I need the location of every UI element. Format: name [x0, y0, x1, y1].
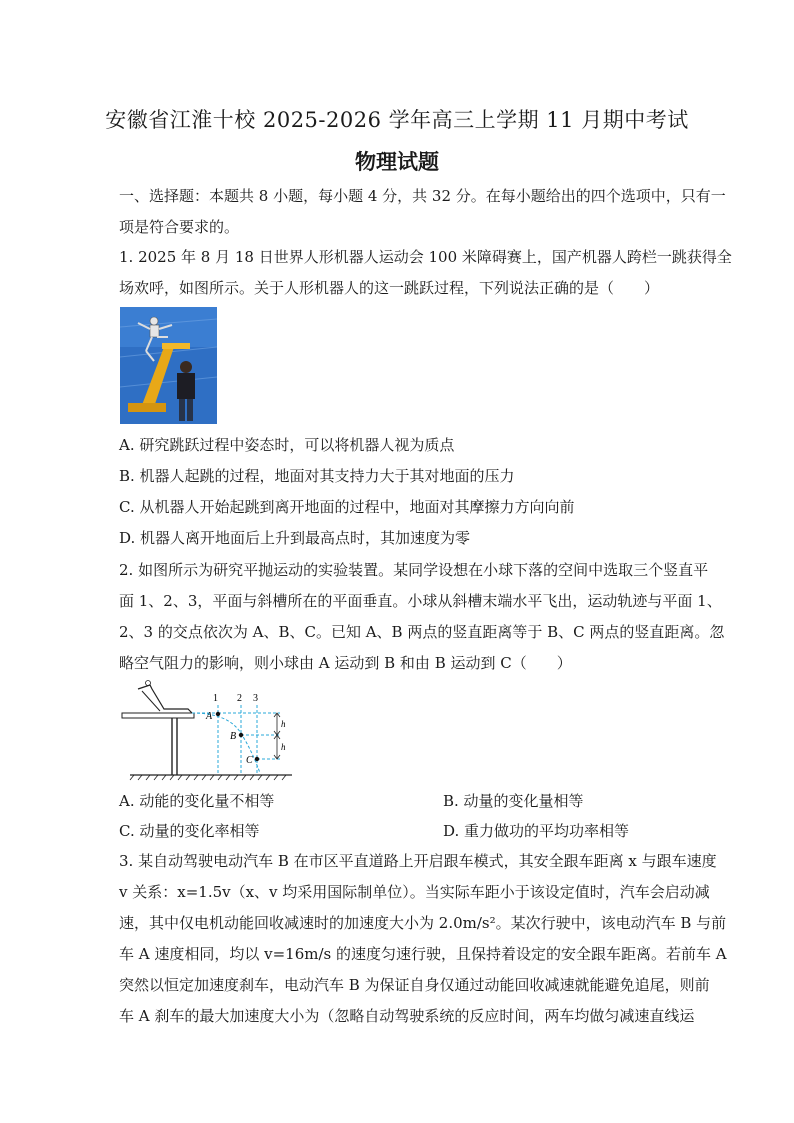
q3-stem-line5: 突然以恒定加速度刹车，电动汽车 B 为保证自身仅通过动能回收减速就能避免追尾，则前 [119, 976, 710, 994]
q3-stem-line4: 车 A 速度相同，均以 v=16m/s 的速度匀速行驶，且保持着设定的安全跟车距离。若前车 A [119, 945, 727, 963]
q2-stem-line4: 略空气阻力的影响，则小球由 A 运动到 B 和由 B 运动到 C（ ） [119, 654, 572, 672]
robot-hurdle-photo [120, 307, 217, 424]
q2-option-b: B. 动量的变化量相等 [443, 792, 584, 810]
plane-3-label: 3 [253, 693, 258, 704]
q2-option-d: D. 重力做功的平均功率相等 [443, 822, 630, 840]
point-a-label: A [206, 711, 213, 722]
q3-stem-line6: 车 A 刹车的最大加速度大小为（忽略自动驾驶系统的反应时间，两车均做匀减速直线运 [119, 1007, 695, 1025]
q2-option-a: A. 动能的变化量不相等 [119, 792, 275, 810]
plane-1-label: 1 [213, 693, 218, 704]
exam-subject-title: 物理试题 [355, 149, 439, 174]
point-b-label: B [230, 731, 237, 742]
exam-title: 安徽省江淮十校 2025-2026 学年高三上学期 11 月期中考试 [105, 108, 689, 132]
q2-stem-line2: 面 1、2、3，平面与斜槽所在的平面垂直。小球从斜槽末端水平飞出，运动轨迹与平面 1、 [119, 592, 722, 610]
q3-stem-line3: 速，其中仅电机动能回收减速时的加速度大小为 2.0m/s²。某次行驶中，该电动汽车 B 与前 [119, 914, 727, 932]
q3-stem-line1: 3. 某自动驾驶电动汽车 B 在市区平直道路上开启跟车模式，其安全跟车距离 x 与跟车速度 [119, 852, 717, 870]
q1-option-b: B. 机器人起跳的过程，地面对其支持力大于其对地面的压力 [119, 467, 515, 485]
q1-stem-line2: 场欢呼，如图所示。关于人形机器人的这一跳跃过程，下列说法正确的是（ ） [119, 279, 660, 297]
q3-stem-line2: v 关系：x=1.5v（x、v 均采用国际制单位）。当实际车距小于该设定值时，汽车会启动减 [119, 883, 710, 901]
q2-option-c: C. 动量的变化率相等 [119, 822, 260, 840]
height-label-2: h [281, 742, 286, 752]
q1-option-a: A. 研究跳跃过程中姿态时，可以将机器人视为质点 [119, 436, 455, 454]
section-instructions-line2: 项是符合要求的。 [119, 218, 240, 236]
q2-stem-line3: 2、3 的交点依次为 A、B、C。已知 A、B 两点的竖直距离等于 B、C 两点的竖直距离。忽 [119, 623, 725, 641]
q2-stem-line1: 2. 如图所示为研究平抛运动的实验装置。某同学设想在小球下落的空间中选取三个竖直平 [119, 561, 709, 579]
q1-stem-line1: 1. 2025 年 8 月 18 日世界人形机器人运动会 100 米障碍赛上，国产机器人跨栏一跳获得全 [119, 248, 732, 266]
projectile-apparatus-diagram [120, 677, 292, 781]
point-c-label: C [246, 755, 253, 766]
q1-option-d: D. 机器人离开地面后上升到最高点时，其加速度为零 [119, 529, 471, 547]
height-label-1: h [281, 719, 286, 729]
section-instructions-line1: 一、选择题：本题共 8 小题，每小题 4 分，共 32 分。在每小题给出的四个选项中，只有一 [119, 187, 726, 205]
q1-option-c: C. 从机器人开始起跳到离开地面的过程中，地面对其摩擦力方向向前 [119, 498, 575, 516]
plane-2-label: 2 [237, 693, 242, 704]
